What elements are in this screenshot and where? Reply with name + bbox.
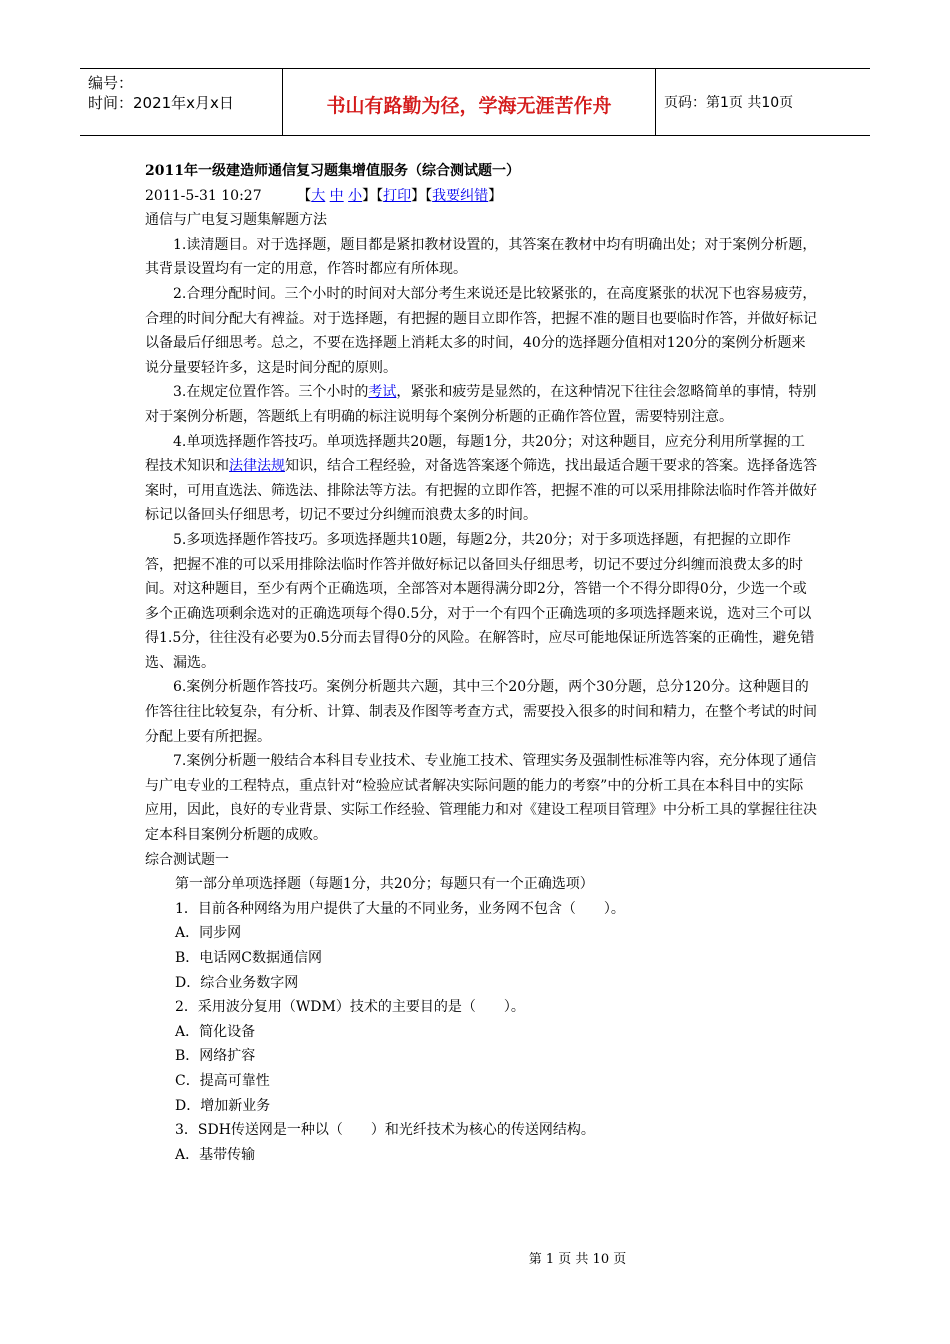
q3-option-a: A．基带传输 (175, 1146, 256, 1163)
article-datetime: 2011-5-31 10:27 (145, 187, 262, 204)
header-left-cell (80, 69, 282, 135)
question-1: 1．目前各种网络为用户提供了大量的不同业务，业务网不包含（ ）。 (175, 900, 625, 917)
header-page-cell (656, 69, 870, 135)
header-page-info: 页码：第1页 共10页 (664, 95, 794, 111)
header-motto-cell (282, 69, 656, 135)
font-large-link[interactable]: 大 (311, 187, 326, 204)
paragraph-4: 4.单项选择题作答技巧。单项选择题共20题，每题1分，共20分；对这种题目，应充分利用所掌握的工程技术知识和法律法规知识，结合工程经验，对备选答案逐个筛选，找出最适合题干要求的答案。选择备选答案时，可用直选法、筛选法、排除法等方法。有把握的立即作答，把握不准的可以采用排除法临时作答并做好标记以备回头仔细思考，切记不要过分纠缠而浪费太多的时间。 (145, 433, 817, 524)
motto: 书山有路勤为径，学海无涯苦作舟 (326, 94, 612, 117)
paragraph-7: 7.案例分析题一般结合本科目专业技术、专业施工技术、管理实务及强制性标准等内容，充分体现了通信与广电专业的工程特点，重点针对“检验应试者解决实际问题的能力的考察”中的分析工具在本科目中的实际应用，因此，良好的专业背景、实际工作经验、管理能力和对《建设工程项目管理》中分析工具的掌握往往决定本科目案例分析题的成败。 (145, 753, 817, 844)
exam-link[interactable]: 考试 (368, 384, 397, 401)
q2-option-a: A．简化设备 (175, 1023, 256, 1040)
report-error-link[interactable]: 我要纠错 (432, 187, 489, 204)
test-heading: 综合测试题一 (145, 851, 229, 868)
part-1-heading: 第一部分单项选择题（每题1分，共20分；每题只有一个正确选项） (175, 876, 594, 893)
page-header (80, 68, 870, 136)
document-time: 时间：2021年x月x日 (88, 94, 234, 112)
article-title: 2011年一级建造师通信复习题集增值服务（综合测试题一） (145, 163, 520, 179)
article-meta: 2011-5-31 10:27 【大 中 小】【打印】【我要纠错】 (145, 187, 503, 204)
paragraph-3: 3.在规定位置作答。三个小时的考试，紧张和疲劳是显然的，在这种情况下往往会忽略简单的事情，特别对于案例分析题，答题纸上有明确的标注说明每个案例分析题的正确作答位置，需要特别注意。 (145, 384, 817, 425)
paragraph-6: 6.案例分析题作答技巧。案例分析题共六题，其中三个20分题，两个30分题，总分120分。这种题目的作答往往比较复杂，有分析、计算、制表及作图等考查方式，需要投入很多的时间和精力，在整个考试的时间分配上要有所把握。 (145, 679, 817, 745)
q1-option-a: A．同步网 (175, 925, 242, 942)
font-medium-link[interactable]: 中 (329, 187, 344, 204)
law-link[interactable]: 法律法规 (229, 458, 285, 475)
q2-option-c: C．提高可靠性 (175, 1072, 270, 1089)
method-heading: 通信与广电复习题集解题方法 (145, 212, 327, 229)
paragraph-5: 5.多项选择题作答技巧。多项选择题共10题，每题2分，共20分；对于多项选择题，有把握的立即作答，把握不准的可以采用排除法临时作答并做好标记以备回头仔细思考，切记不要过分纠缠而浪费太多的时间。对这种题目，至少有两个正确选项，全部答对本题得满分即2分，答错一个不得分即得0分，少选一个或多个正确选项剩余选对的正确选项每个得0.5分，对于一个有四个正确选项的多项选择题来说，选对三个可以得1.5分，往往没有必要为0.5分而去冒得0分的风险。在解答时，应尽可能地保证所选答案的正确性，避免错选、漏选。 (145, 531, 815, 671)
q1-option-d: D．综合业务数字网 (175, 974, 299, 991)
document-number: 编号： (88, 74, 134, 92)
page-footer: 第 1 页 共 10 页 (528, 1252, 627, 1267)
print-link[interactable]: 打印 (383, 187, 412, 204)
paragraph-1: 1.读清题目。对于选择题，题目都是紧扣教材设置的，其答案在教材中均有明确出处；对于案例分析题，其背景设置均有一定的用意，作答时都应有所体现。 (145, 236, 817, 278)
question-2: 2．采用波分复用（WDM）技术的主要目的是（ ）。 (175, 999, 525, 1016)
document-body (145, 159, 817, 1167)
q2-option-d: D．增加新业务 (175, 1097, 271, 1114)
paragraph-2: 2.合理分配时间。三个小时的时间对大部分考生来说还是比较紧张的，在高度紧张的状况下也容易疲劳，合理的时间分配大有裨益。对于选择题，有把握的题目立即作答，把握不准的题目也要临时作答，并做好标记以备最后仔细思考。总之，不要在选择题上消耗太多的时间，40分的选择题分值相对120分的案例分析题来说分量要轻许多，这是时间分配的原则。 (145, 285, 817, 376)
question-3: 3．SDH传送网是一种以（ ）和光纤技术为核心的传送网结构。 (175, 1122, 595, 1139)
font-small-link[interactable]: 小 (348, 187, 363, 204)
q2-option-b: B．网络扩容 (175, 1048, 256, 1065)
q1-option-b: B．电话网C数据通信网 (175, 950, 322, 966)
